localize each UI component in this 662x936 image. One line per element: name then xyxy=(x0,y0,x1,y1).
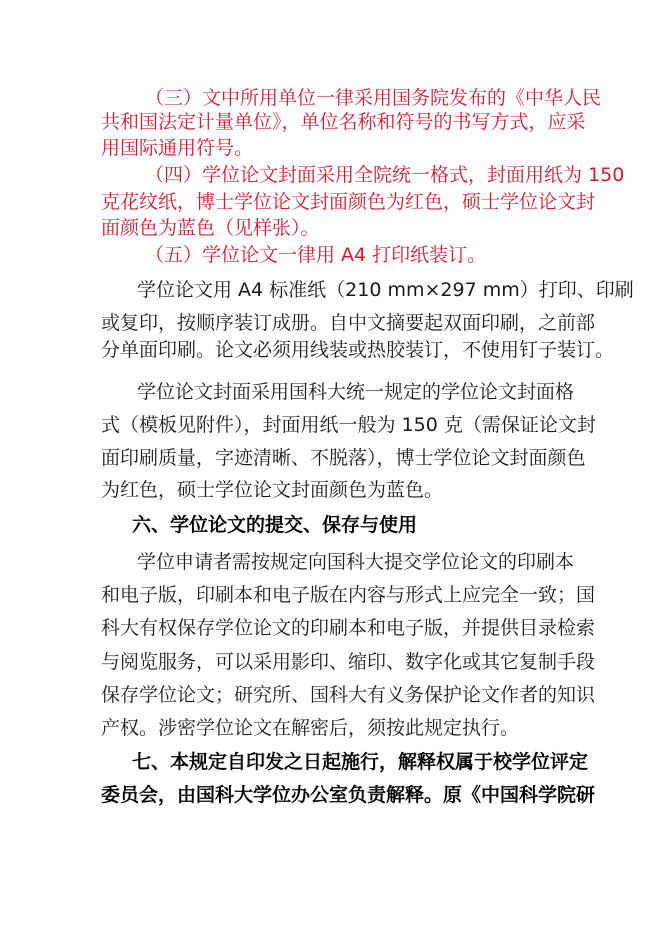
text-line: 与阅览服务，可以采用影印、缩印、数字化或其它复制手段 xyxy=(101,651,596,673)
text-line: 共和国法定计量单位》，单位名称和符号的书写方式，应采 xyxy=(101,111,586,133)
text-line: 面颜色为蓝色（见样张）。 xyxy=(101,217,320,239)
text-line: 委员会，由国科大学位办公室负责解释。原《中国科学院研 xyxy=(101,784,596,806)
text-line: （五）学位论文一律用 A4 打印纸装订。 xyxy=(145,244,487,266)
text-line: 为红色，硕士学位论文封面颜色为蓝色。 xyxy=(101,479,444,501)
text-line: 学位论文封面采用国科大统一规定的学位论文封面格 xyxy=(137,381,575,403)
text-line: 分单面印刷。论文必须用线装或热胶装订，不使用钉子装订。 xyxy=(101,339,615,361)
text-line: 学位论文用 A4 标准纸（210 mm×297 mm）打印、印刷 xyxy=(137,279,634,301)
text-line: 保存学位论文；研究所、国科大有义务保护论文作者的知识 xyxy=(101,684,596,706)
text-line: （四）学位论文封面采用全院统一格式，封面用纸为 150 xyxy=(145,164,625,186)
text-line: 克花纹纸，博士学位论文封面颜色为红色，硕士学位论文封 xyxy=(101,191,596,213)
text-line: （三）文中所用单位一律采用国务院发布的《中华人民 xyxy=(145,87,602,109)
text-line: 科大有权保存学位论文的印刷本和电子版，并提供目录检索 xyxy=(101,617,596,639)
section-heading: 七、本规定自印发之日起施行，解释权属于校学位评定 xyxy=(132,751,589,773)
text-line: 用国际通用符号。 xyxy=(101,137,254,159)
text-line: 式（模板见附件），封面用纸一般为 150 克（需保证论文封 xyxy=(101,414,596,436)
text-line: 面印刷质量，字迹清晰、不脱落），博士学位论文封面颜色 xyxy=(101,447,586,469)
text-line: 和电子版，印刷本和电子版在内容与形式上应完全一致；国 xyxy=(101,584,596,606)
text-line: 产权。涉密学位论文在解密后，须按此规定执行。 xyxy=(101,717,520,739)
section-heading: 六、学位论文的提交、保存与使用 xyxy=(132,514,418,536)
text-line: 学位申请者需按规定向国科大提交学位论文的印刷本 xyxy=(137,551,575,573)
text-line: 或复印，按顺序装订成册。自中文摘要起双面印刷，之前部 xyxy=(101,312,596,334)
